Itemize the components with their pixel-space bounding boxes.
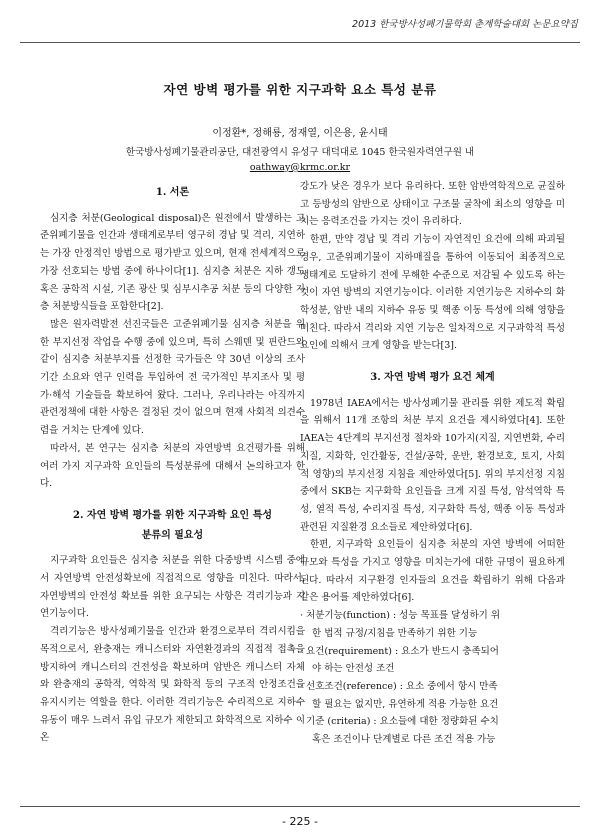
- left-column: [40, 178, 305, 747]
- sec2-paragraph-3: 강도가 낮은 경우가 보다 유리하다. 또한 암반역학적으로 균질하고 등방성의 암반으로 상태이고 구조물 굴착에 최소의 영향을 미치는 응력조건을 가지는 것이 유리하다.: [300, 181, 565, 228]
- sec2-paragraph-1: 지구과학 요인들은 심지층 처분을 위한 다중방벽 시스템 중에서 자연방벽 안전성확보에 직접적으로 영향을 미친다. 따라서, 자연방벽의 안전성 확보를 위한 요구되는 사항은 격리기능과 지연기능이다.: [40, 555, 305, 620]
- sec3-paragraph-1: 1978년 IAEA에서는 방사성폐기물 관리를 위한 제도적 확립을 위해서 11개 조항의 처분 부지 요건을 제시하였다[4]. 또한 IAEA는 4단계의 부지선정 절차와 10가지(지질, 지연변화, 수리지질, 지화학, 인간활동, 건설/공학, 운반, 환경보호, 토지, 사회적 영향)의 부지선정 지침을 제안하였다[5]. 위의 부지선정 지침 중에서 SKB는 지구화학 요인들을 크게 지질 특성, 암석역학 특성, 열적 특성, 수리지질 특성, 지구화학 특성, 핵종 이동 특성과 관련된 지질환경 요소들로 제안하였다[6].: [300, 397, 565, 533]
- sec2-paragraph-2: 격리기능은 방사성폐기물을 인간과 환경으로부터 격리시킴을 목적으로서, 완충재는 캐니스터와 자연환경과의 직접적 접촉을 방지하여 캐니스터의 건전성을 확보하며 암반은 캐니스터 자체와 완충재의 공학적, 역학적 및 화학적 등의 구조적 안정조건을 유지시키는 역할을 한다. 이러한 격리기능은 수리적으로 지하수 유동이 매우 느려서 유입 규모가 제한되고 화학적으로 지하수 이온: [40, 626, 305, 744]
- right-column: [300, 178, 565, 749]
- section-heading-intro: 1. 서론: [155, 187, 190, 198]
- list-item: · 기준 (criteria) : 요소들에 대한 정량화된 수치 혹은 조건이나 단계별로 다른 조건 적용 가능: [300, 716, 499, 746]
- sec2-paragraph-4: 한편, 만약 경납 및 격리 기능이 자연적인 요건에 의해 파괴될 경우, 고준위폐기물이 지하매질을 통하여 이동되어 최종적으로 생태계로 도달하기 전에 무해한 수준으로 저감될 수 있도록 하는 것이 자연 방벽의 지연기능이다. 이러한 지연기능은 지하수의 화학성분, 암반 내의 지하수 유동 및 핵종 이동 특성에 의해 영향을 미친다. 따라서 격리와 지연 기능은 일차적으로 지구과학적 특성 요인에 의해서 크게 영향을 받는다[3].: [300, 234, 565, 352]
- list-item: · 처분기능(function) : 성능 목표를 달성하기 위 한 법적 규정/지침을 만족하기 위한 기능: [300, 610, 500, 639]
- footer-rule: [20, 806, 580, 807]
- paper-title: 자연 방벽 평가를 위한 지구과학 요소 특성 분류: [163, 82, 437, 97]
- section-heading-3: 3. 자연 방벽 평가 요건 체계: [370, 372, 495, 384]
- section-heading-2-line1: 2. 자연 방벽 평가를 위한 지구과학 요인 특성: [72, 509, 273, 521]
- section-heading-2-line2: 분류의 필요성: [141, 529, 204, 541]
- running-header: 2013 한국방사성폐기물학회 춘계학술대회 논문요약집: [352, 19, 578, 30]
- title-block: [0, 80, 600, 173]
- page-number: - 225 -: [282, 815, 318, 828]
- intro-paragraph-2: 많은 원자력발전 선진국들은 고준위폐기물 심지층 처분을 위한 부지선정 작업을 수행 중에 있으며, 특히 스웨덴 및 핀란드와 같이 심지층 처분부지를 선정한 국가들은 약 30년 이상의 조사 기간 소요와 연구 인력을 투입하여 전 국가적인 부지조사 및 평가·해석 기술들을 확보하여 왔다. 그러나, 우리나라는 아직까지 관련정책에 대한 사항은 결정된 것이 없으며 현재 사회적 의견수렴을 거치는 단계에 있다.: [40, 318, 305, 437]
- header-rule: [20, 42, 580, 43]
- author-list: 이정환*, 정해룡, 정재열, 이은용, 윤시태: [212, 128, 388, 139]
- list-item: · 요건(requirement) : 요소가 반드시 충족되어 야 하는 안전성 조건: [300, 645, 499, 675]
- sec3-paragraph-2: 한편, 지구과학 요인들이 심지층 처분의 자연 방벽에 어떠한 규모와 특성을 가지고 영향을 미치는가에 대한 규명이 필요하게 된다. 따라서 지구환경 인자들의 요건을 확립하기 위해 다음과 같은 용어를 제안하였다[6].: [300, 539, 565, 604]
- intro-paragraph-1: 심지층 처분(Geological disposal)은 원전에서 발생하는 고준위폐기물을 인간과 생태계로부터 영구히 경납 및 격리, 지연하는 가장 안정적인 방법으로 평가받고 있으며, 현재 전세계적으로 가장 선호되는 방법 중에 하나이다[1]. 심지층 처분은 지하 갱도 혹은 공학적 시설, 기존 광산 및 심부시추공 처분 등의 다양한 지층 처분방식들을 포함한다[2].: [40, 212, 305, 313]
- affiliation: 한국방사성폐기물관리공단, 대전광역시 유성구 대덕대로 1045 한국원자력연구원 내: [125, 147, 475, 158]
- list-item: · 선호조건(reference) : 요소 중에서 항시 만족 할 필요는 없지만, 유연하게 적용 가능한 요건: [300, 680, 499, 710]
- email-link[interactable]: oathway@krmc.or.kr: [249, 162, 351, 173]
- intro-paragraph-3: 따라서, 본 연구는 심지층 처분의 자연방벽 요건평가를 위해 여러 가지 지구과학 요인들의 특성분류에 대해서 논의하고자 한다.: [40, 442, 305, 490]
